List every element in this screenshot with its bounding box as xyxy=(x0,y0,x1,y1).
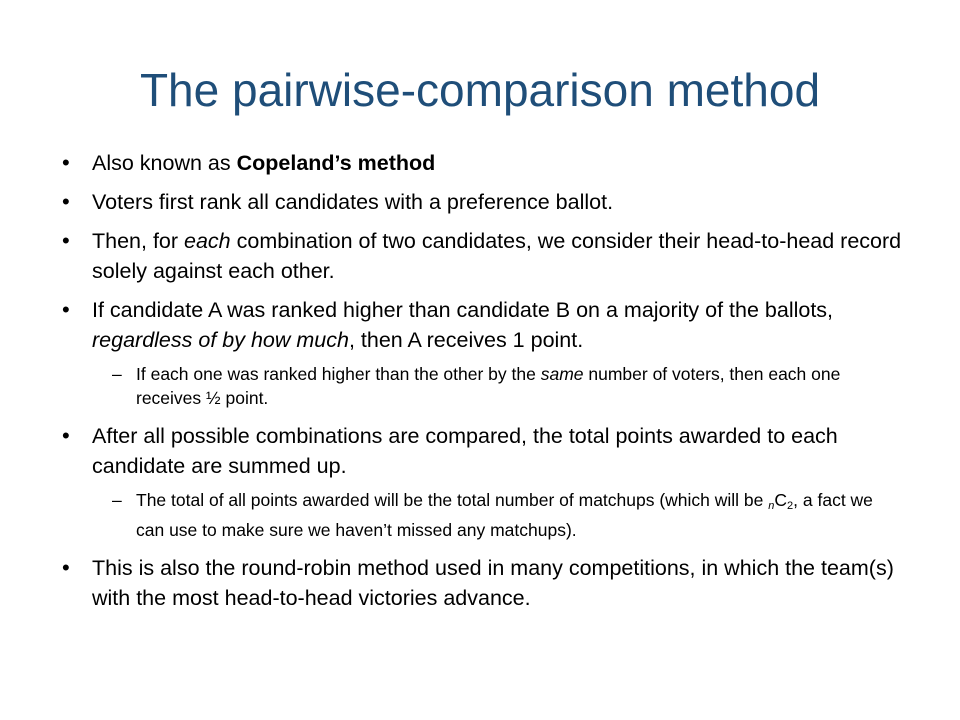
bullet-text: After all possible combinations are compared, the total points awarded to each candidate are summed up. xyxy=(92,424,838,478)
bullet-text: Voters first rank all candidates with a preference ballot. xyxy=(92,190,614,214)
sub-bullet-text: number of voters, then each one receives ½ point. xyxy=(136,364,841,408)
dash-marker: – xyxy=(112,490,122,510)
bullet-item-3 xyxy=(62,226,902,286)
bullet-italic-text: regardless of by how much xyxy=(92,328,349,352)
sub-bullet-text: If each one was ranked higher than the other by the xyxy=(136,364,541,384)
bullet-marker: • xyxy=(62,423,70,448)
bullet-marker: • xyxy=(62,555,70,580)
formula-c: C xyxy=(774,490,788,510)
bullet-text: If candidate A was ranked higher than candidate B on a majority of the ballots, xyxy=(92,298,834,322)
bullet-marker: • xyxy=(62,297,70,322)
dash-marker: – xyxy=(112,364,122,384)
bullet-marker: • xyxy=(62,228,70,253)
bullet-italic-text: each xyxy=(184,229,231,253)
bullet-text: Also known as xyxy=(92,151,237,175)
bullet-list xyxy=(62,148,902,622)
bullet-text: , then A receives 1 point. xyxy=(348,328,584,352)
bullet-item-2 xyxy=(62,187,902,217)
bullet-text: This is also the round-robin method used in many competitions, in which the team(s) with the most head-to-head victories advance. xyxy=(92,556,894,610)
bullet-text: combination of two candidates, we consider their head-to-head record solely against each other. xyxy=(92,229,902,283)
bullet-item-4 xyxy=(62,295,902,355)
bullet-item-6 xyxy=(62,553,902,613)
bullet-text: Then, for xyxy=(92,229,185,253)
bullet-marker: • xyxy=(62,150,70,175)
sub-bullet-text: The total of all points awarded will be the total number of matchups (which will be xyxy=(136,490,769,510)
sub-bullet-text: , a fact we can use to make sure we haven’t missed any matchups). xyxy=(136,490,873,540)
bullet-bold-text: Copeland’s method xyxy=(236,151,436,175)
slide-title: The pairwise-comparison method xyxy=(139,64,821,116)
sub-bullet-italic-text: same xyxy=(540,364,584,384)
formula-subscript-n: n xyxy=(768,500,775,512)
sub-bullet-item-1 xyxy=(62,362,902,410)
bullet-item-1 xyxy=(62,148,902,178)
bullet-marker: • xyxy=(62,189,70,214)
bullet-item-5 xyxy=(62,421,902,481)
sub-bullet-item-2 xyxy=(62,488,902,542)
formula-subscript-2: 2 xyxy=(787,500,794,512)
